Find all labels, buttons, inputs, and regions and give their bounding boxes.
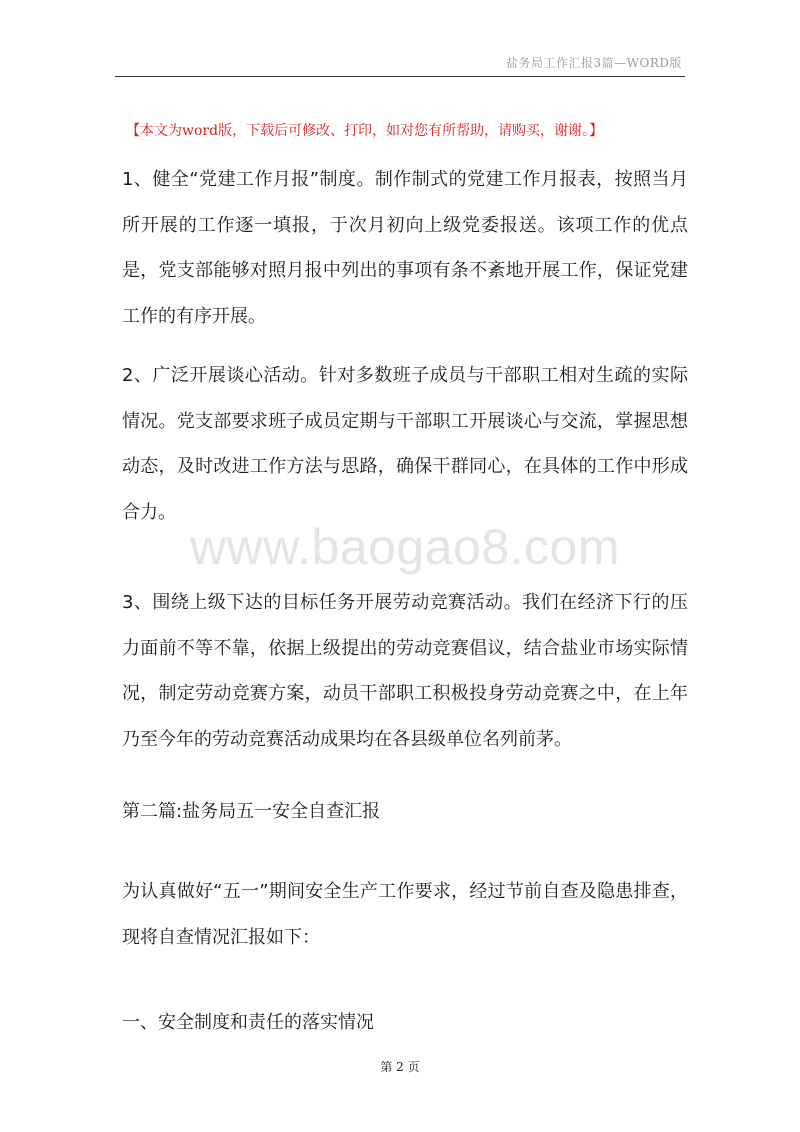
paragraph-1: 1、健全“党建工作月报”制度。制作制式的党建工作月报表，按照当月所开展的工作逐一填报，于次月初向上级党委报送。该项工作的优点是，党支部能够对照月报中列出的事项有条不紊地开展工作，保证党建工作的有序开展。 [122,169,688,327]
page-number: 第 2 页 [380,1060,420,1074]
download-notice: 【本文为word版，下载后可修改、打印，如对您有所帮助，请购买，谢谢。】 [126,123,604,139]
header-title: 盐务局工作汇报3篇—WORD版 [506,56,682,70]
intro-paragraph: 为认真做好“五一”期间安全生产工作要求，经过节前自查及隐患排查，现将自查情况汇报如下： [122,881,688,948]
page-header [0,0,800,80]
paragraph-3: 3、围绕上级下达的目标任务开展劳动竞赛活动。我们在经济下行的压力面前不等不靠，依据上级提出的劳动竞赛倡议，结合盐业市场实际情况，制定劳动竞赛方案，动员干部职工积极投身劳动竞赛之中，在上年乃至今年的劳动竞赛活动成果均在各县级单位名列前茅。 [122,592,688,750]
paragraph-2: 2、广泛开展谈心活动。针对多数班子成员与干部职工相对生疏的实际情况。党支部要求班子成员定期与干部职工开展谈心与交流，掌握思想动态，及时改进工作方法与思路，确保干群同心，在具体的工作中形成合力。 [122,365,688,523]
header-divider [115,76,685,77]
watermark: www.baogao8.com [190,519,620,575]
subheading: 一、安全制度和责任的落实情况 [122,1012,374,1033]
section-title: 第二篇:盐务局五一安全自查汇报 [122,801,381,822]
